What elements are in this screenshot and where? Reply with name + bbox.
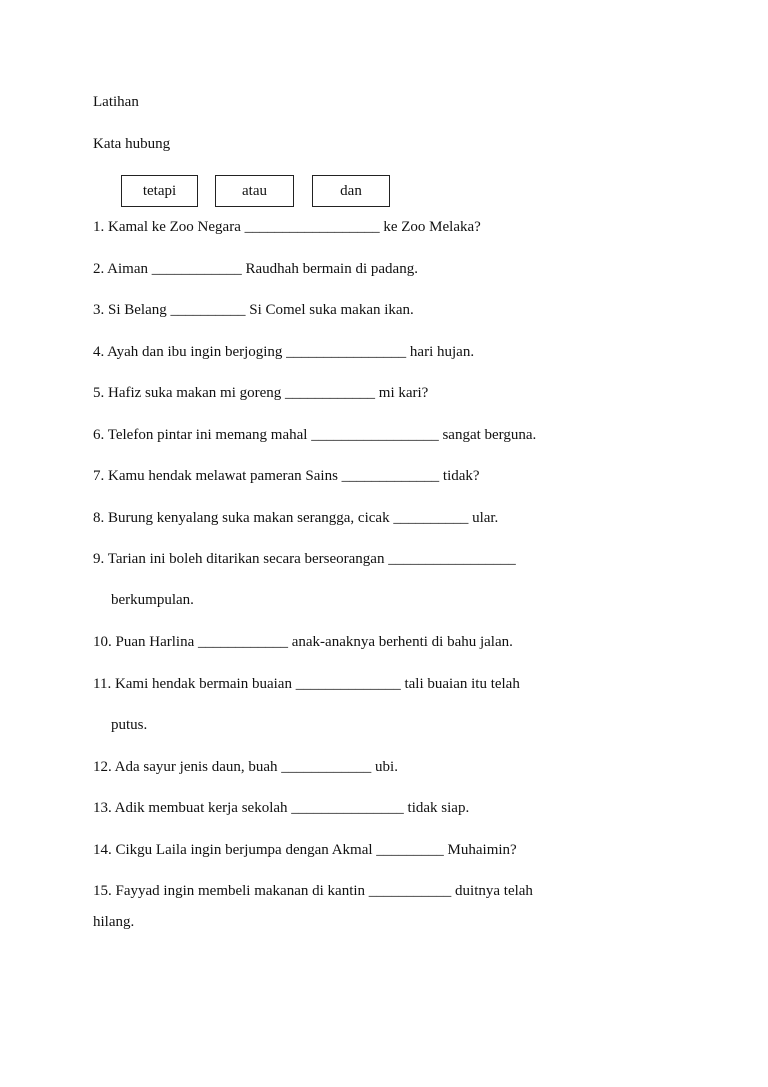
- question-15-continuation: hilang.: [93, 914, 135, 930]
- word-box-dan: dan: [312, 175, 390, 207]
- question-6: 6. Telefon pintar ini memang mahal _________________ sangat berguna.: [93, 427, 537, 443]
- question-8: 8. Burung kenyalang suka makan serangga, cicak __________ ular.: [93, 510, 499, 526]
- question-12: 12. Ada sayur jenis daun, buah ____________ ubi.: [93, 759, 398, 775]
- question-9-continuation: berkumpulan.: [111, 592, 194, 608]
- question-7: 7. Kamu hendak melawat pameran Sains _____________ tidak?: [93, 468, 480, 484]
- word-box-atau: atau: [215, 175, 294, 207]
- question-3: 3. Si Belang __________ Si Comel suka makan ikan.: [93, 302, 414, 318]
- section-subtitle: Kata hubung: [93, 136, 171, 152]
- question-2: 2. Aiman ____________ Raudhah bermain di padang.: [93, 261, 418, 277]
- question-11: 11. Kami hendak bermain buaian ______________ tali buaian itu telah: [93, 676, 520, 692]
- question-5: 5. Hafiz suka makan mi goreng ____________ mi kari?: [93, 385, 429, 401]
- question-11-continuation: putus.: [111, 717, 148, 733]
- question-13: 13. Adik membuat kerja sekolah _______________ tidak siap.: [93, 800, 470, 816]
- question-15: 15. Fayyad ingin membeli makanan di kantin ___________ duitnya telah: [93, 883, 533, 899]
- word-box-tetapi: tetapi: [121, 175, 198, 207]
- question-9: 9. Tarian ini boleh ditarikan secara berseorangan _________________: [93, 551, 516, 567]
- page-title: Latihan: [93, 94, 139, 110]
- question-1: 1. Kamal ke Zoo Negara __________________ ke Zoo Melaka?: [93, 219, 481, 235]
- question-14: 14. Cikgu Laila ingin berjumpa dengan Akmal _________ Muhaimin?: [93, 842, 517, 858]
- question-4: 4. Ayah dan ibu ingin berjoging ________________ hari hujan.: [93, 344, 475, 360]
- question-10: 10. Puan Harlina ____________ anak-anaknya berhenti di bahu jalan.: [93, 634, 513, 650]
